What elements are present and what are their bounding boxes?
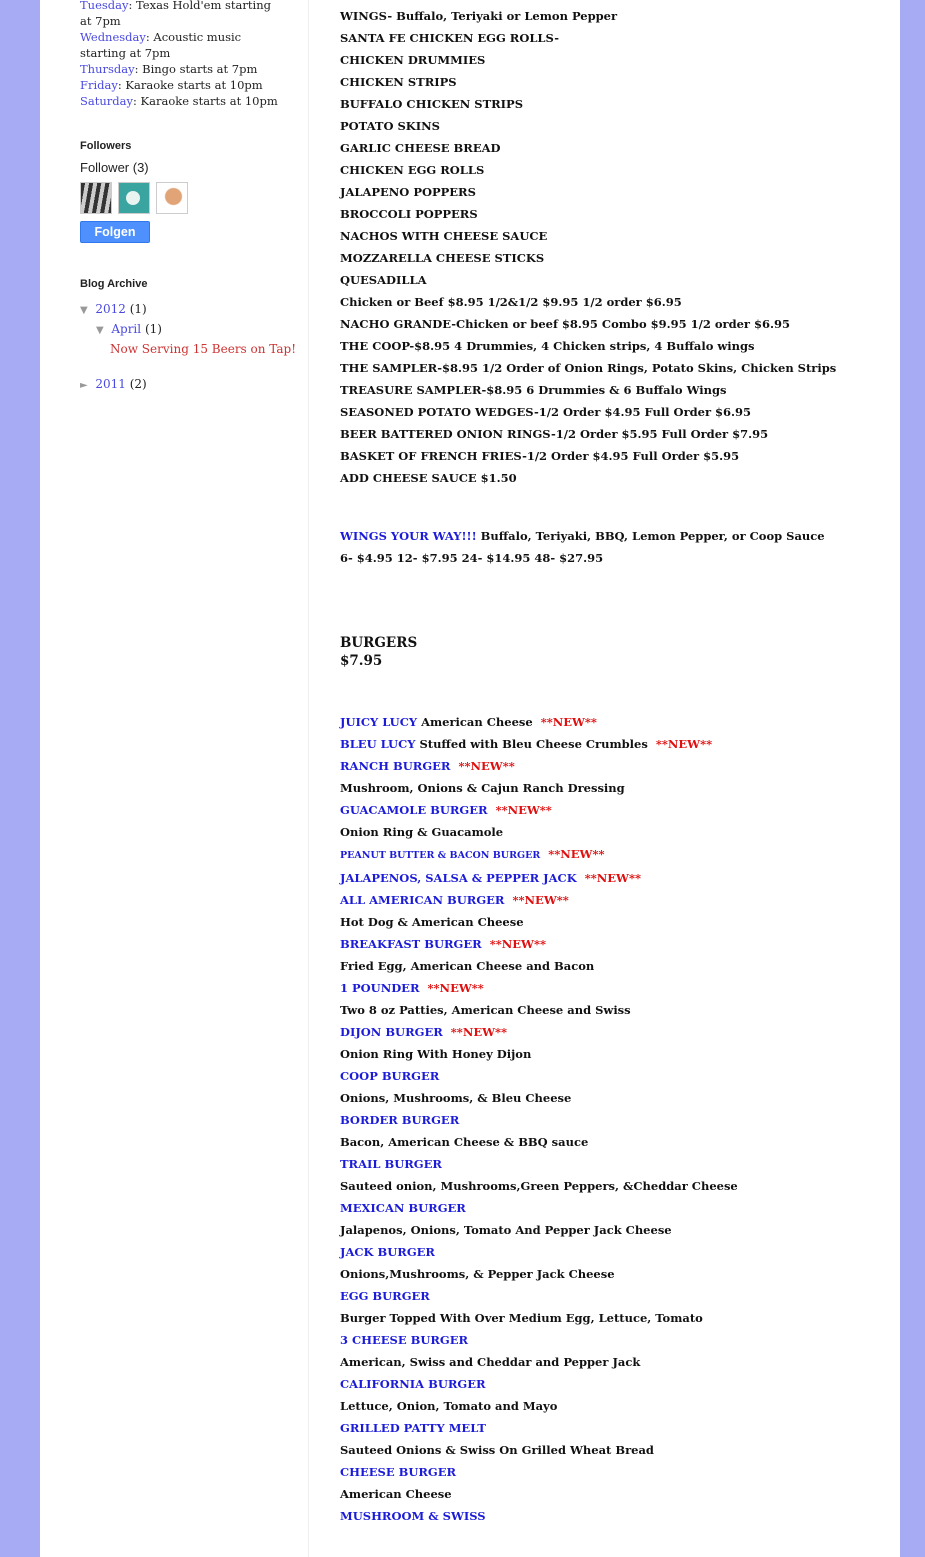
appetizers-list	[340, 5, 836, 489]
new-badge: **NEW**	[584, 871, 641, 885]
list-item	[340, 1065, 738, 1087]
burger-description: Onions, Mushrooms, & Bleu Cheese	[340, 1091, 572, 1105]
list-item	[340, 1043, 738, 1065]
burger-name: 1 POUNDER	[340, 981, 420, 995]
menu-line: CHICKEN STRIPS	[340, 75, 457, 89]
menu-line: BROCCOLI POPPERS	[340, 207, 478, 221]
list-item	[340, 1087, 738, 1109]
list-item	[340, 1329, 738, 1351]
burgers-header	[340, 634, 417, 670]
list-item	[340, 1395, 738, 1417]
new-badge: **NEW**	[540, 715, 597, 729]
follow-button[interactable]: Folgen	[80, 221, 150, 243]
burger-name: JALAPENOS, SALSA & PEPPER JACK	[340, 871, 577, 885]
list-item	[340, 955, 738, 977]
burgers-title: BURGERS	[340, 635, 418, 651]
menu-line: TREASURE SAMPLER-$8.95 6 Drummies & 6 Buffalo Wings	[340, 383, 727, 397]
menu-line: CHICKEN DRUMMIES	[340, 53, 486, 67]
archive-count: (1)	[144, 322, 162, 336]
burger-description: Jalapenos, Onions, Tomato And Pepper Jack Cheese	[340, 1223, 672, 1237]
events-list	[80, 0, 280, 109]
archive-month-link[interactable]: April	[111, 322, 142, 336]
archive-year-link[interactable]: 2011	[95, 377, 126, 391]
list-item	[340, 999, 738, 1021]
new-badge: **NEW**	[512, 893, 569, 907]
new-badge: **NEW**	[655, 737, 713, 751]
event-text: : Bingo starts at 7pm	[134, 62, 258, 76]
menu-line: THE COOP-$8.95 4 Drummies, 4 Chicken strips, 4 Buffalo wings	[340, 339, 755, 353]
burger-description: Hot Dog & American Cheese	[340, 915, 524, 929]
list-item	[340, 1307, 738, 1329]
burger-description: Lettuce, Onion, Tomato and Mayo	[340, 1399, 558, 1413]
burger-description: Bacon, American Cheese & BBQ sauce	[340, 1135, 589, 1149]
list-item	[340, 933, 738, 955]
burger-name: 3 CHEESE BURGER	[340, 1333, 469, 1347]
menu-line: POTATO SKINS	[340, 119, 440, 133]
menu-line: QUESADILLA	[340, 273, 427, 287]
expand-down-icon[interactable]: ▼	[80, 305, 88, 316]
event-text: : Acoustic music starting at 7pm	[80, 30, 242, 60]
list-item	[340, 1417, 738, 1439]
wings-prices: 6- $4.95 12- $7.95 24- $14.95 48- $27.95	[340, 551, 604, 565]
archive-count: (2)	[129, 377, 147, 391]
menu-line: BEER BATTERED ONION RINGS-1/2 Order $5.95 Full Order $7.95	[340, 427, 769, 441]
new-badge: **NEW**	[548, 847, 605, 861]
burger-name: BREAKFAST BURGER	[340, 937, 482, 951]
list-item	[340, 733, 738, 755]
menu-line: THE SAMPLER-$8.95 1/2 Order of Onion Rings, Potato Skins, Chicken Strips	[340, 361, 837, 375]
event-text: : Karaoke starts at 10pm	[117, 78, 263, 92]
list-item	[340, 821, 738, 843]
list-item	[340, 1483, 738, 1505]
burger-description: American Cheese	[340, 1487, 452, 1501]
follower-avatars	[80, 182, 188, 214]
archive-year-link[interactable]: 2012	[95, 302, 126, 316]
burger-description: American, Swiss and Cheddar and Pepper Jack	[340, 1355, 641, 1369]
list-item	[340, 1153, 738, 1175]
list-item	[340, 1175, 738, 1197]
event-day[interactable]: Friday	[80, 78, 118, 92]
list-item	[340, 1351, 738, 1373]
event-text: : Texas Hold'em starting at 7pm	[80, 0, 271, 28]
menu-line: SEASONED POTATO WEDGES-1/2 Order $4.95 Full Order $6.95	[340, 405, 752, 419]
new-badge: **NEW**	[427, 981, 484, 995]
expand-right-icon[interactable]: ►	[80, 380, 88, 391]
burger-description: Mushroom, Onions & Cajun Ranch Dressing	[340, 781, 625, 795]
burger-name: PEANUT BUTTER & BACON BURGER	[340, 850, 541, 861]
list-item	[340, 867, 738, 889]
archive-post-link[interactable]: Now Serving 15 Beers on Tap!	[110, 342, 297, 356]
archive-year-2012	[80, 301, 147, 319]
avatar[interactable]	[118, 182, 150, 214]
avatar[interactable]	[80, 182, 112, 214]
burger-list	[340, 711, 738, 1527]
follower-count[interactable]: Follower (3)	[80, 160, 149, 175]
avatar[interactable]	[156, 182, 188, 214]
burger-description: Onions,Mushrooms, & Pepper Jack Cheese	[340, 1267, 615, 1281]
followers-title: Followers	[80, 140, 132, 152]
event-wednesday	[80, 29, 280, 61]
list-item	[340, 1461, 738, 1483]
event-thursday	[80, 61, 280, 77]
list-item	[340, 843, 738, 867]
menu-line: NACHO GRANDE-Chicken or beef $8.95 Combo $9.95 1/2 order $6.95	[340, 317, 791, 331]
menu-line: JALAPENO POPPERS	[340, 185, 476, 199]
wings-title: WINGS YOUR WAY!!!	[340, 529, 477, 543]
menu-line: Chicken or Beef $8.95 1/2&1/2 $9.95 1/2 order $6.95	[340, 295, 682, 309]
burger-name: MEXICAN BURGER	[340, 1201, 466, 1215]
event-friday	[80, 77, 280, 93]
event-day[interactable]: Wednesday	[80, 30, 146, 44]
burger-name: TRAIL BURGER	[340, 1157, 442, 1171]
burger-name: BORDER BURGER	[340, 1113, 460, 1127]
new-badge: **NEW**	[450, 1025, 508, 1039]
list-item	[340, 1021, 738, 1043]
new-badge: **NEW**	[489, 937, 546, 951]
list-item	[340, 1241, 738, 1263]
burger-name: DIJON BURGER	[340, 1025, 443, 1039]
event-text: : Karaoke starts at 10pm	[132, 94, 278, 108]
wings-desc: Buffalo, Teriyaki, BBQ, Lemon Pepper, or Coop Sauce	[476, 529, 825, 543]
event-day[interactable]: Saturday	[80, 94, 133, 108]
archive-month-april	[96, 321, 162, 339]
list-item	[340, 799, 738, 821]
burger-description: Sauteed onion, Mushrooms,Green Peppers, &Cheddar Cheese	[340, 1179, 738, 1193]
burgers-price: $7.95	[340, 653, 383, 669]
burger-name: GRILLED PATTY MELT	[340, 1421, 486, 1435]
list-item	[340, 977, 738, 999]
wings-line	[340, 525, 825, 547]
list-item	[340, 711, 738, 733]
burger-description: Two 8 oz Patties, American Cheese and Swiss	[340, 1003, 631, 1017]
burger-name: COOP BURGER	[340, 1069, 440, 1083]
burger-name: BLEU LUCY	[340, 737, 416, 751]
burger-name: CHEESE BURGER	[340, 1465, 457, 1479]
event-day[interactable]: Tuesday	[80, 0, 129, 12]
menu-line: WINGS- Buffalo, Teriyaki or Lemon Pepper	[340, 9, 618, 23]
event-saturday	[80, 93, 280, 109]
burger-name: CALIFORNIA BURGER	[340, 1377, 486, 1391]
burger-description: American Cheese	[417, 715, 533, 729]
burger-name: ALL AMERICAN BURGER	[340, 893, 505, 907]
burger-name: EGG BURGER	[340, 1289, 430, 1303]
list-item	[340, 777, 738, 799]
burger-description: Onion Ring With Honey Dijon	[340, 1047, 532, 1061]
burger-description: Stuffed with Bleu Cheese Crumbles	[415, 737, 648, 751]
burger-description: Burger Topped With Over Medium Egg, Lettuce, Tomato	[340, 1311, 703, 1325]
burger-description: Sauteed Onions & Swiss On Grilled Wheat Bread	[340, 1443, 654, 1457]
burger-name: JUICY LUCY	[340, 715, 418, 729]
archive-count: (1)	[129, 302, 147, 316]
menu-line: GARLIC CHEESE BREAD	[340, 141, 501, 155]
menu-line: SANTA FE CHICKEN EGG ROLLS-	[340, 31, 560, 45]
archive-post	[110, 341, 296, 357]
blog-archive-title: Blog Archive	[80, 278, 148, 290]
archive-year-2011	[80, 376, 147, 394]
burger-name: JACK BURGER	[340, 1245, 435, 1259]
list-item	[340, 755, 738, 777]
new-badge: **NEW**	[458, 759, 515, 773]
list-item	[340, 1373, 738, 1395]
wings-section	[340, 525, 825, 569]
burger-description: Onion Ring & Guacamole	[340, 825, 504, 839]
list-item	[340, 1131, 738, 1153]
list-item	[340, 889, 738, 911]
list-item	[340, 1219, 738, 1241]
list-item	[340, 1505, 738, 1527]
burger-name: RANCH BURGER	[340, 759, 451, 773]
burger-name: MUSHROOM & SWISS	[340, 1509, 486, 1523]
burger-name: GUACAMOLE BURGER	[340, 803, 488, 817]
event-day[interactable]: Thursday	[80, 62, 135, 76]
list-item	[340, 1109, 738, 1131]
menu-line: CHICKEN EGG ROLLS	[340, 163, 485, 177]
menu-line: MOZZARELLA CHEESE STICKS	[340, 251, 545, 265]
list-item	[340, 1197, 738, 1219]
list-item	[340, 1439, 738, 1461]
expand-down-icon[interactable]: ▼	[96, 325, 104, 336]
column-divider	[308, 0, 309, 1557]
menu-line: BUFFALO CHICKEN STRIPS	[340, 97, 524, 111]
burger-description: Fried Egg, American Cheese and Bacon	[340, 959, 595, 973]
menu-line: BASKET OF FRENCH FRIES-1/2 Order $4.95 Full Order $5.95	[340, 449, 740, 463]
new-badge: **NEW**	[495, 803, 552, 817]
list-item	[340, 1285, 738, 1307]
event-tuesday	[80, 0, 280, 29]
menu-line: ADD CHEESE SAUCE $1.50	[340, 471, 517, 485]
list-item	[340, 1263, 738, 1285]
menu-line: NACHOS WITH CHEESE SAUCE	[340, 229, 548, 243]
list-item	[340, 911, 738, 933]
